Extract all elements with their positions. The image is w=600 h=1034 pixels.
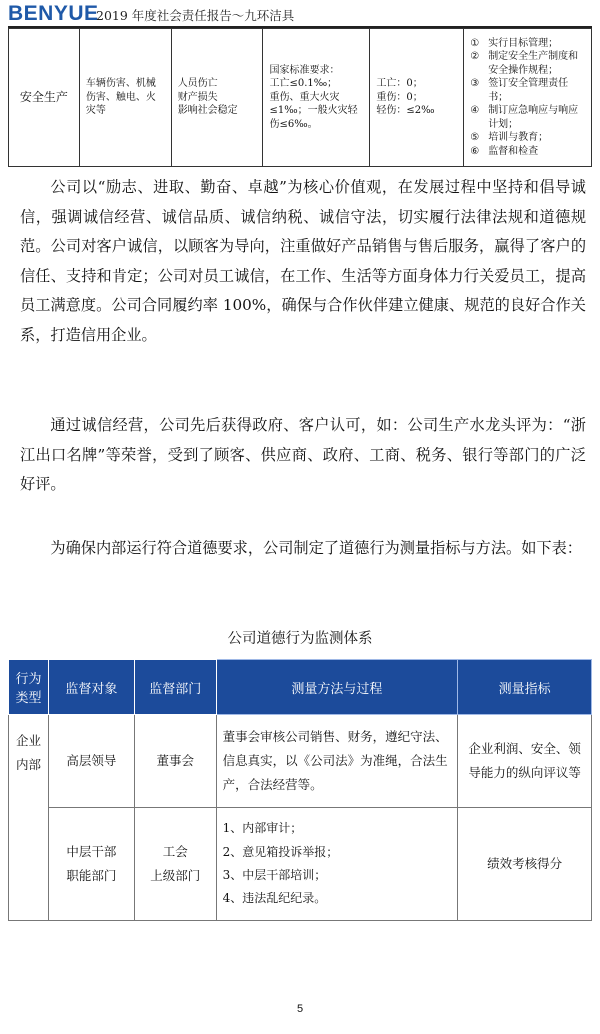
list-item: ③ 签订安全管理责任书； xyxy=(470,78,569,103)
column-header: 监督对象 xyxy=(48,660,134,715)
company-logo: BENYUE xyxy=(8,2,99,25)
column-header: 行为类型 xyxy=(9,660,49,715)
ethics-monitoring-table xyxy=(8,659,592,921)
table-row xyxy=(9,29,592,167)
risk-object-cell: 车辆伤害、机械伤害、触电、火灾等 xyxy=(79,29,171,167)
category-cell: 企业内部 xyxy=(9,715,49,921)
standard-cell: 国家标准要求： 工亡≤0.1‰； 重伤、重大火灾≤1‰；一般火灾轻伤≤6‰。 xyxy=(263,29,370,167)
integrity-paragraph: 公司以“励志、进取、勤奋、卓越”为核心价值观，在发展过程中坚持和倡导诚信，强调诚信经营、诚信品质、诚信纳税、诚信守法，切实履行法律法规和道德规范。公司对客户诚信，以顾客为导向，注重做好产品销售与售后服务，赢得了客户的信任、支持和肯定；公司对员工诚信，在工作、生活等方面身体力行关爱员工，提高员工满意度。公司合同履约率 100%，确保与合作伙伴建立健康、规范的良好合作关系，打造信用企业。 xyxy=(20,178,586,344)
list-item: 4、违法乱纪纪录。 xyxy=(222,891,327,906)
table-row xyxy=(9,808,592,921)
impact-cell: 人员伤亡 财产损失 影响社会稳定 xyxy=(171,29,263,167)
measurement-intro-paragraph: 为确保内部运行符合道德要求，公司制定了道德行为测量指标与方法。如下表： xyxy=(50,539,582,557)
row-type-cell: 安全生产 xyxy=(9,29,80,167)
table-row xyxy=(9,715,592,808)
method-list-cell xyxy=(216,808,458,921)
indicator-cell: 绩效考核得分 xyxy=(458,808,592,921)
list-item: ⑤ 培训与教育； xyxy=(470,132,549,144)
object-cell: 高层领导 xyxy=(48,715,134,808)
list-item: ① 实行目标管理； xyxy=(470,37,559,49)
measures-cell xyxy=(464,29,592,167)
page-number: 5 xyxy=(296,1003,304,1015)
list-item: 1、内部审计； xyxy=(222,821,303,836)
list-item: ④ 制订应急响应与响应计划； xyxy=(470,105,579,130)
safety-production-table xyxy=(8,28,592,167)
column-header: 监督部门 xyxy=(134,660,216,715)
department-cell: 董事会 xyxy=(134,715,216,808)
object-cell: 中层干部 职能部门 xyxy=(48,808,134,921)
list-item: 3、中层干部培训； xyxy=(222,868,327,882)
column-header: 测量指标 xyxy=(458,660,592,715)
list-item: ② 制定安全生产制度和安全操作规程； xyxy=(470,51,579,76)
column-header: 测量方法与过程 xyxy=(216,660,458,715)
method-cell: 董事会审核公司销售、财务，遵纪守法、信息真实，以《公司法》为准绳，合法生产，合法经营等。 xyxy=(216,715,458,808)
report-header-title: 2019 年度社会责任报告～九环洁具 xyxy=(96,8,295,23)
measures-list xyxy=(470,37,585,159)
list-item: ⑥ 监督和检查 xyxy=(470,145,539,157)
list-item: 2、意见箱投诉举报； xyxy=(222,844,339,859)
table-header-row xyxy=(9,660,592,715)
department-cell: 工会 上级部门 xyxy=(134,808,216,921)
result-cell: 工亡：0； 重伤：0； 轻伤：≤2‰ xyxy=(370,29,464,167)
section-title: 公司道德行为监测体系 xyxy=(227,631,373,647)
recognition-paragraph: 通过诚信经营，公司先后获得政府、客户认可，如：公司生产水龙头评为：“浙江出口名牌”等荣誉，受到了顾客、供应商、政府、工商、税务、银行等部门的广泛好评。 xyxy=(20,416,586,494)
indicator-cell: 企业利润、安全、领导能力的纵向评议等 xyxy=(458,715,592,808)
